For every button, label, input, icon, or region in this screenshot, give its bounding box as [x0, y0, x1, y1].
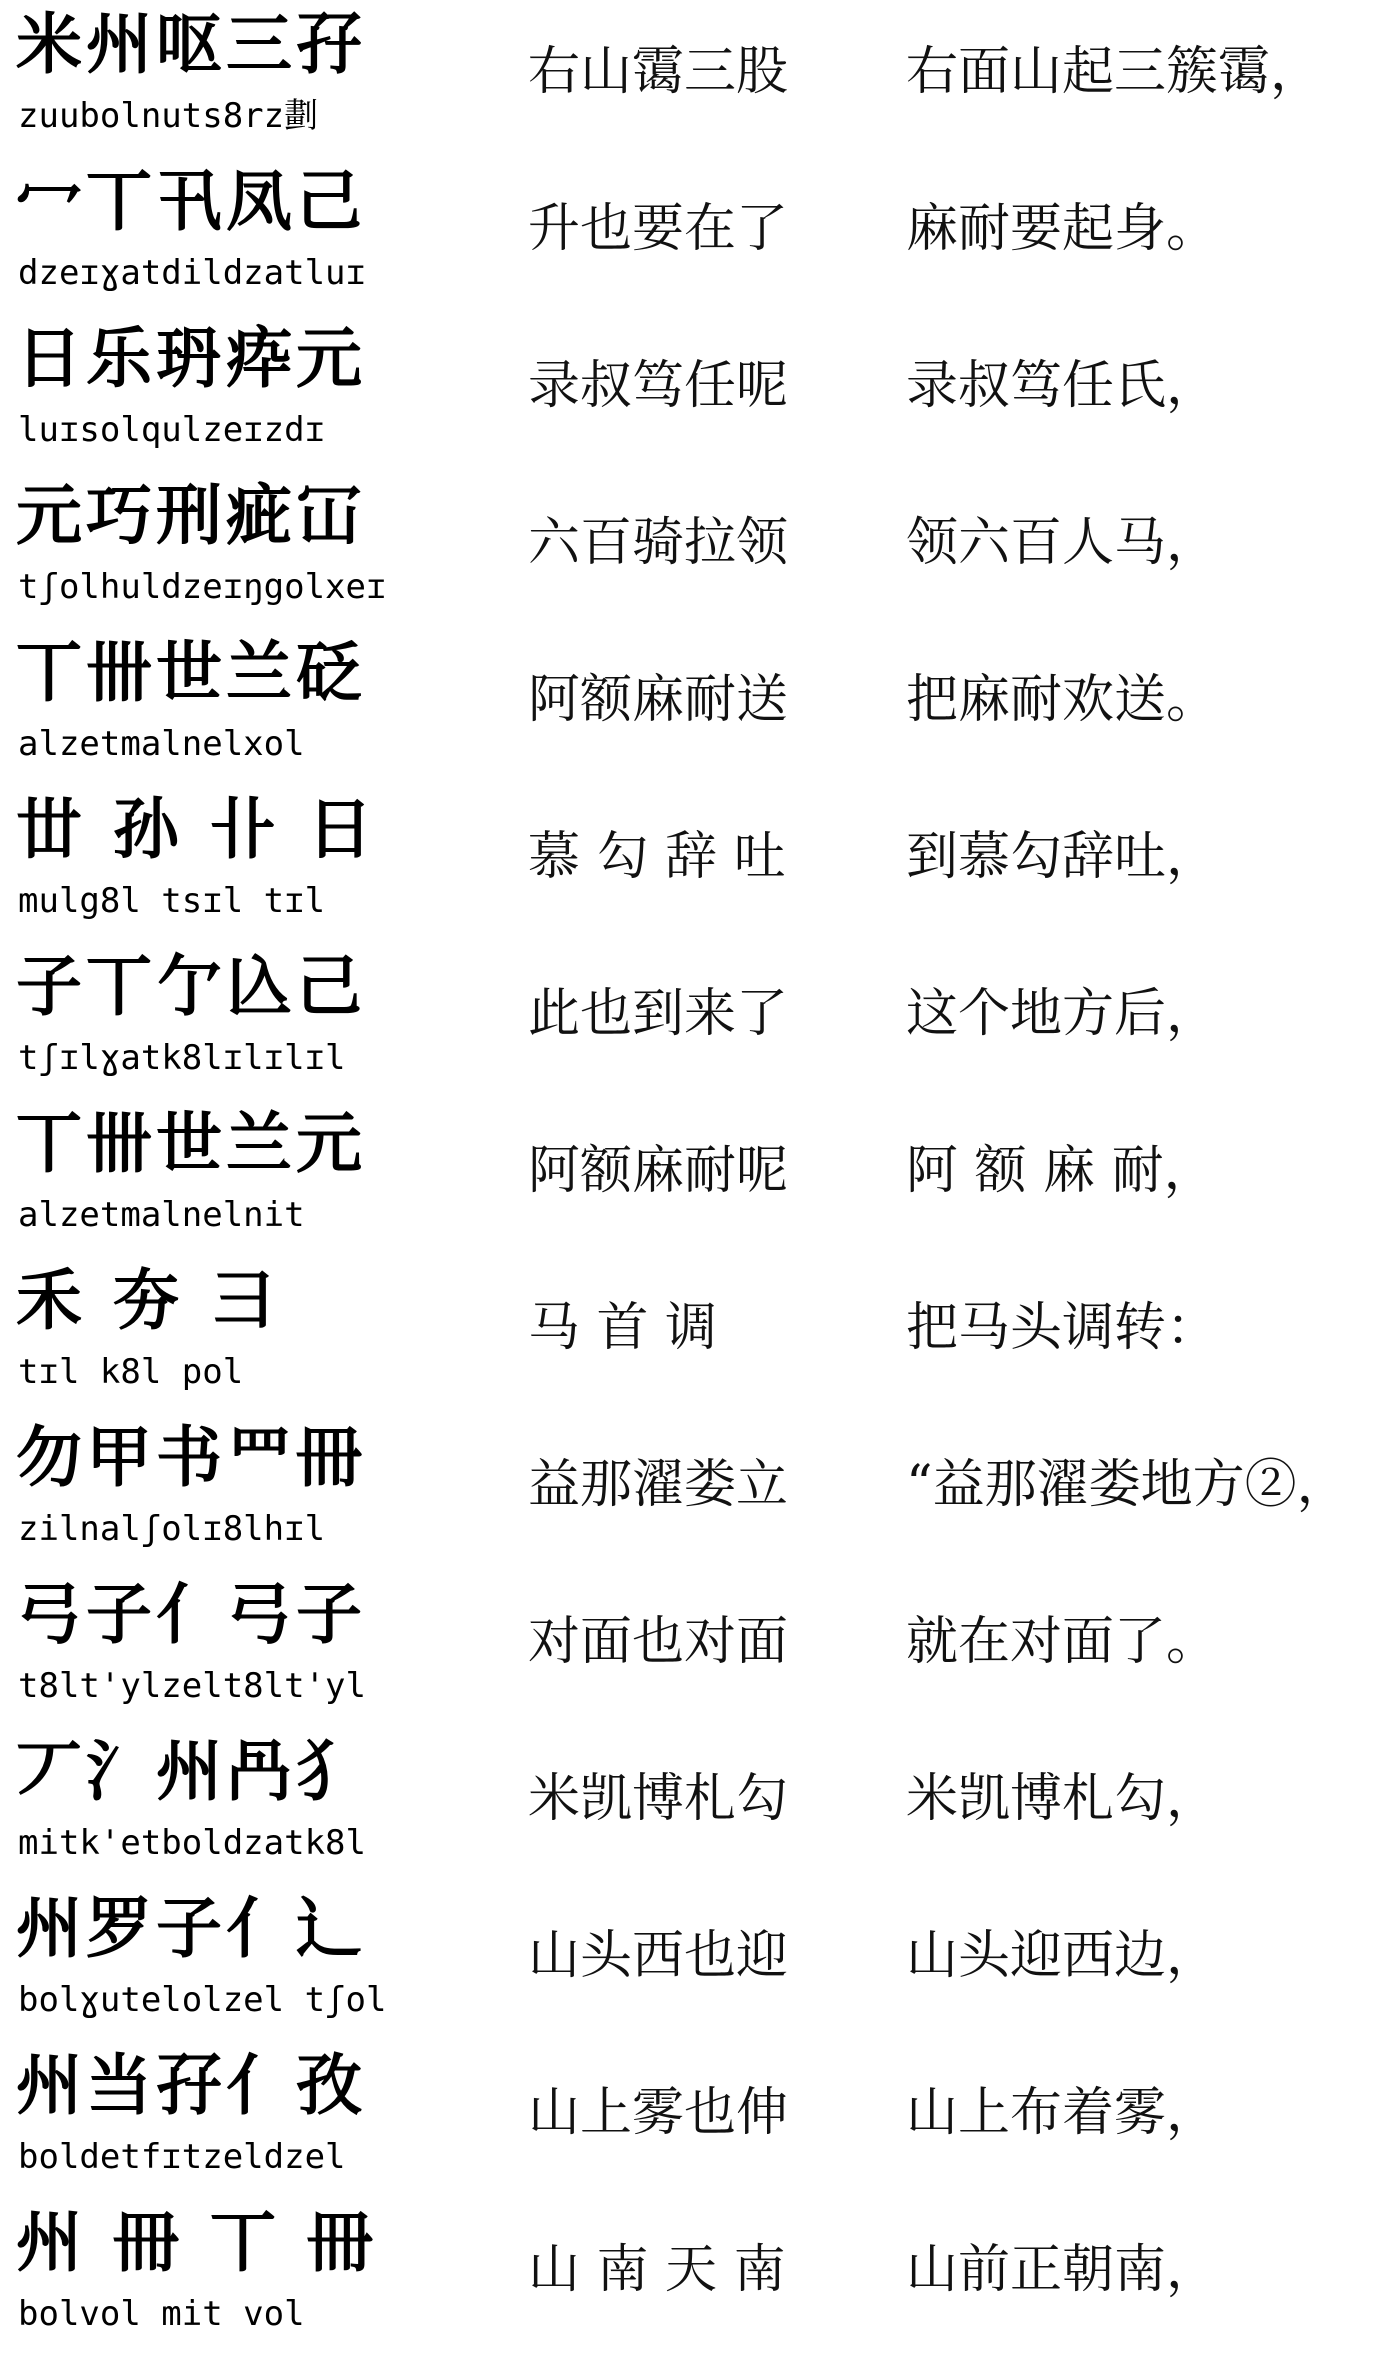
verse-row — [0, 471, 1392, 629]
phonetic-transcription: boldetfɪtzeldzel — [18, 2137, 346, 2177]
literal-gloss: 山 南 天 南 — [528, 2240, 786, 2300]
literal-gloss: 升也要在了 — [528, 199, 789, 259]
literal-gloss: 此也到来了 — [528, 984, 789, 1044]
original-script-line: 勿甲书罒冊 — [16, 1419, 366, 1496]
script-cell — [8, 471, 448, 629]
free-translation: “益那濯娄地方②， — [906, 1455, 1349, 1515]
literal-gloss: 米凯博札勾 — [528, 1769, 789, 1829]
script-cell — [8, 1570, 448, 1728]
phonetic-transcription: zilnalʃolɪ8lhɪl — [18, 1509, 326, 1549]
verse-row — [0, 1570, 1392, 1728]
script-cell — [8, 1727, 448, 1885]
script-cell — [8, 314, 448, 472]
free-translation: 麻耐要起身。 — [906, 199, 1219, 259]
original-script-line: 丅卌世兰元 — [16, 1105, 366, 1182]
free-translation: 米凯博札勾， — [906, 1769, 1219, 1829]
phonetic-transcription: mitk'etboldzatk8l — [18, 1823, 366, 1863]
original-script-line: 日乐玬疩元 — [16, 320, 366, 397]
literal-gloss: 六百骑拉领 — [528, 513, 789, 573]
original-script-line: 丆氵州冎犭 — [16, 1733, 366, 1810]
original-script-line: 冖丅卂凤己 — [16, 163, 366, 240]
script-cell — [8, 1256, 448, 1414]
original-script-line: 州 冊 丅 冊 — [16, 2204, 377, 2281]
free-translation: 山上布着雾， — [906, 2083, 1219, 2143]
phonetic-transcription: dzeɪɣatdildzatluɪ — [18, 253, 366, 293]
original-script-line: 州当孖亻孜 — [16, 2047, 366, 2124]
phonetic-transcription: t8lt'ylzelt8lt'yl — [18, 1666, 366, 1706]
free-translation: 就在对面了。 — [906, 1612, 1219, 1672]
verse-row — [0, 628, 1392, 786]
script-cell — [8, 0, 448, 158]
phonetic-transcription: alzetmalnelxol — [18, 724, 305, 764]
phonetic-transcription: bolvol mit vol — [18, 2294, 305, 2334]
verse-row — [0, 314, 1392, 472]
free-translation: 把马头调转： — [906, 1298, 1219, 1358]
phonetic-transcription: tʃolhuldzeɪŋgolxeɪ — [18, 567, 387, 607]
free-translation: 这个地方后， — [906, 984, 1219, 1044]
free-translation: 右面山起三簇霭， — [906, 42, 1323, 102]
verse-row — [0, 785, 1392, 943]
literal-gloss: 右山霭三股 — [528, 42, 789, 102]
script-cell — [8, 942, 448, 1100]
phonetic-transcription: luɪsolqulzeɪzdɪ — [18, 410, 326, 450]
literal-gloss: 录叔笃任呢 — [528, 356, 789, 416]
verse-row — [0, 0, 1392, 158]
literal-gloss: 慕 勾 辞 吐 — [528, 827, 786, 887]
script-cell — [8, 157, 448, 315]
phonetic-transcription: mulg8l tsɪl tɪl — [18, 881, 326, 921]
phonetic-transcription: zuubolnuts8rz劃 — [18, 96, 319, 136]
original-script-line: 禾 夯 彐 — [16, 1262, 280, 1339]
verse-row — [0, 1099, 1392, 1257]
verse-row — [0, 942, 1392, 1100]
verse-row — [0, 1413, 1392, 1571]
script-cell — [8, 2198, 448, 2356]
free-translation: 到慕勾辞吐， — [906, 827, 1219, 887]
verse-row — [0, 157, 1392, 315]
literal-gloss: 对面也对面 — [528, 1612, 789, 1672]
script-cell — [8, 2041, 448, 2199]
free-translation: 山头迎西边， — [906, 1926, 1219, 1986]
phonetic-transcription: tɪl k8l pol — [18, 1352, 244, 1392]
verse-row — [0, 1727, 1392, 1885]
original-script-line: 州罗子亻辶 — [16, 1890, 366, 1967]
original-script-line: 子丅亇兦己 — [16, 948, 366, 1025]
free-translation: 领六百人马， — [906, 513, 1219, 573]
script-cell — [8, 1413, 448, 1571]
phonetic-transcription: bolɣutelolzel tʃol — [18, 1980, 387, 2020]
literal-gloss: 阿额麻耐呢 — [528, 1141, 789, 1201]
free-translation: 录叔笃任氏， — [906, 356, 1219, 416]
verse-row — [0, 1884, 1392, 2042]
free-translation: 阿 额 麻 耐， — [906, 1141, 1216, 1201]
literal-gloss: 山上雾也伸 — [528, 2083, 789, 2143]
script-cell — [8, 1884, 448, 2042]
script-cell — [8, 785, 448, 943]
original-script-line: 元巧刑疵冚 — [16, 477, 366, 554]
free-translation: 把麻耐欢送。 — [906, 670, 1219, 730]
original-script-line: 丗 孙 卝 日 — [16, 791, 377, 868]
script-cell — [8, 1099, 448, 1257]
literal-gloss: 山头西也迎 — [528, 1926, 789, 1986]
phonetic-transcription: tʃɪlɣatk8lɪlɪlɪl — [18, 1038, 346, 1078]
literal-gloss: 马 首 调 — [528, 1298, 718, 1358]
script-cell — [8, 628, 448, 786]
original-script-line: 弓子亻弓子 — [16, 1576, 366, 1653]
original-script-line: 米州呕三孖 — [16, 6, 366, 83]
literal-gloss: 益那濯娄立 — [528, 1455, 789, 1515]
original-script-line: 丅卌世兰砭 — [16, 634, 366, 711]
verse-row — [0, 1256, 1392, 1414]
verse-row — [0, 2198, 1392, 2356]
phonetic-transcription: alzetmalnelnit — [18, 1195, 305, 1235]
verse-row — [0, 2041, 1392, 2199]
literal-gloss: 阿额麻耐送 — [528, 670, 789, 730]
free-translation: 山前正朝南， — [906, 2240, 1219, 2300]
